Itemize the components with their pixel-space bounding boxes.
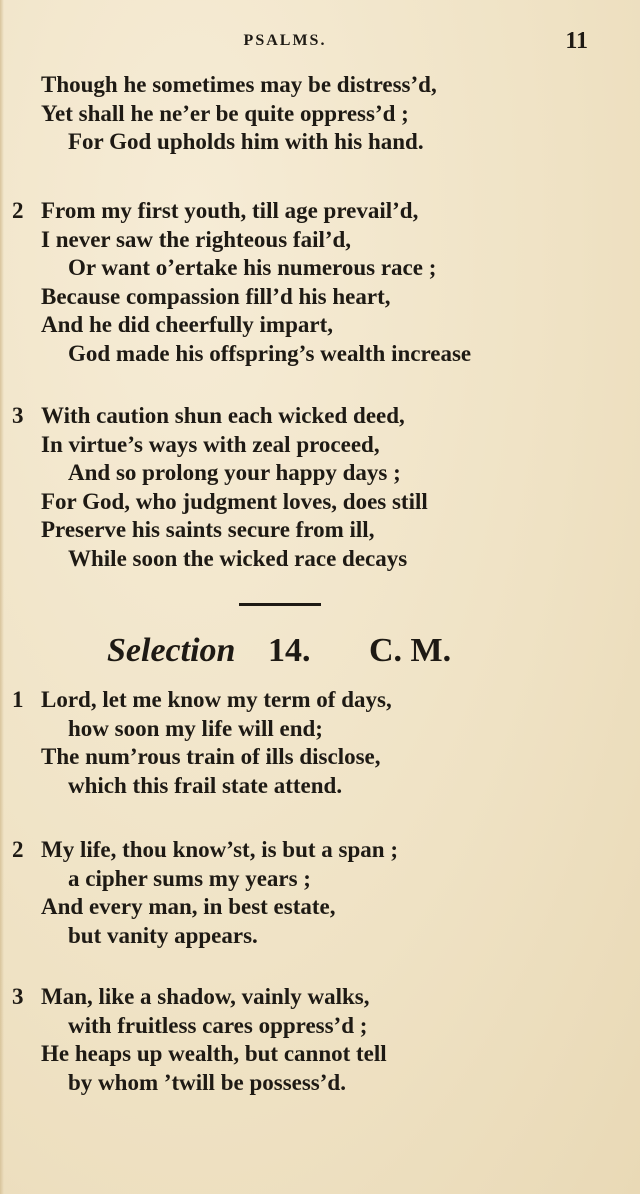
- page-number: 11: [565, 28, 588, 54]
- stanza-3-previous: [0, 402, 620, 573]
- verse-line: From my first youth, till age prevail’d,: [41, 198, 419, 223]
- stanza-continuation: [0, 71, 620, 157]
- verse-line: Because compassion fill’d his heart,: [41, 283, 391, 309]
- verse-line: a cipher sums my years ;: [68, 865, 311, 891]
- verse-line: with fruitless cares oppress’d ;: [68, 1012, 368, 1038]
- selection-14-stanza-1: [0, 686, 620, 800]
- verse-line: And he did cheerfully impart,: [41, 312, 333, 337]
- stanza-number: 1: [12, 687, 24, 712]
- verse-line: I never saw the righteous fail’d,: [41, 226, 352, 252]
- running-title: PSALMS.: [243, 32, 327, 49]
- selection-label: Selection: [107, 632, 236, 669]
- verse-line: which this frail state attend.: [68, 772, 343, 798]
- page-header: [0, 28, 640, 58]
- verse-line: My life, thou know’st, is but a span ;: [41, 837, 398, 862]
- verse-line: While soon the wicked race decays: [68, 545, 408, 571]
- verse-line: And so prolong your happy days ;: [68, 460, 401, 485]
- stanza-number: 2: [12, 837, 24, 862]
- stanza-2-previous: [0, 197, 620, 368]
- verse-line: For God, who judgment loves, does still: [41, 488, 428, 514]
- verse-line: The num’rous train of ills disclose,: [41, 744, 381, 769]
- selection-number: 14.: [268, 632, 311, 669]
- verse-line: Lord, let me know my term of days,: [41, 687, 392, 712]
- stanza-number: 3: [12, 984, 24, 1009]
- verse-line: how soon my life will end;: [68, 715, 323, 741]
- verse-line: In virtue’s ways with zeal proceed,: [41, 431, 380, 457]
- verse-line: With caution shun each wicked deed,: [41, 403, 405, 428]
- verse-line: Or want o’ertake his numerous race ;: [68, 255, 437, 280]
- verse-line: Preserve his saints secure from ill,: [41, 517, 375, 542]
- verse-line: Man, like a shadow, vainly walks,: [41, 984, 370, 1009]
- stanza-number: 3: [12, 403, 24, 428]
- selection-meter: C. M.: [369, 632, 452, 669]
- section-divider: [239, 603, 321, 606]
- selection-14-stanza-2: [0, 836, 620, 950]
- stanza-number: 2: [12, 198, 24, 223]
- verse-line: but vanity appears.: [68, 922, 258, 948]
- verse-line: For God upholds him with his hand.: [68, 129, 424, 154]
- verse-line: Yet shall he ne’er be quite oppress’d ;: [41, 100, 409, 126]
- selection-14-stanza-3: [0, 983, 620, 1097]
- verse-line: God made his offspring’s wealth increase: [68, 340, 472, 366]
- selection-heading: [0, 632, 640, 676]
- verse-line: He heaps up wealth, but cannot tell: [41, 1041, 387, 1066]
- verse-line: Though he sometimes may be distress’d,: [41, 72, 437, 97]
- verse-line: by whom ’twill be possess’d.: [68, 1069, 346, 1095]
- verse-line: And every man, in best estate,: [41, 894, 336, 919]
